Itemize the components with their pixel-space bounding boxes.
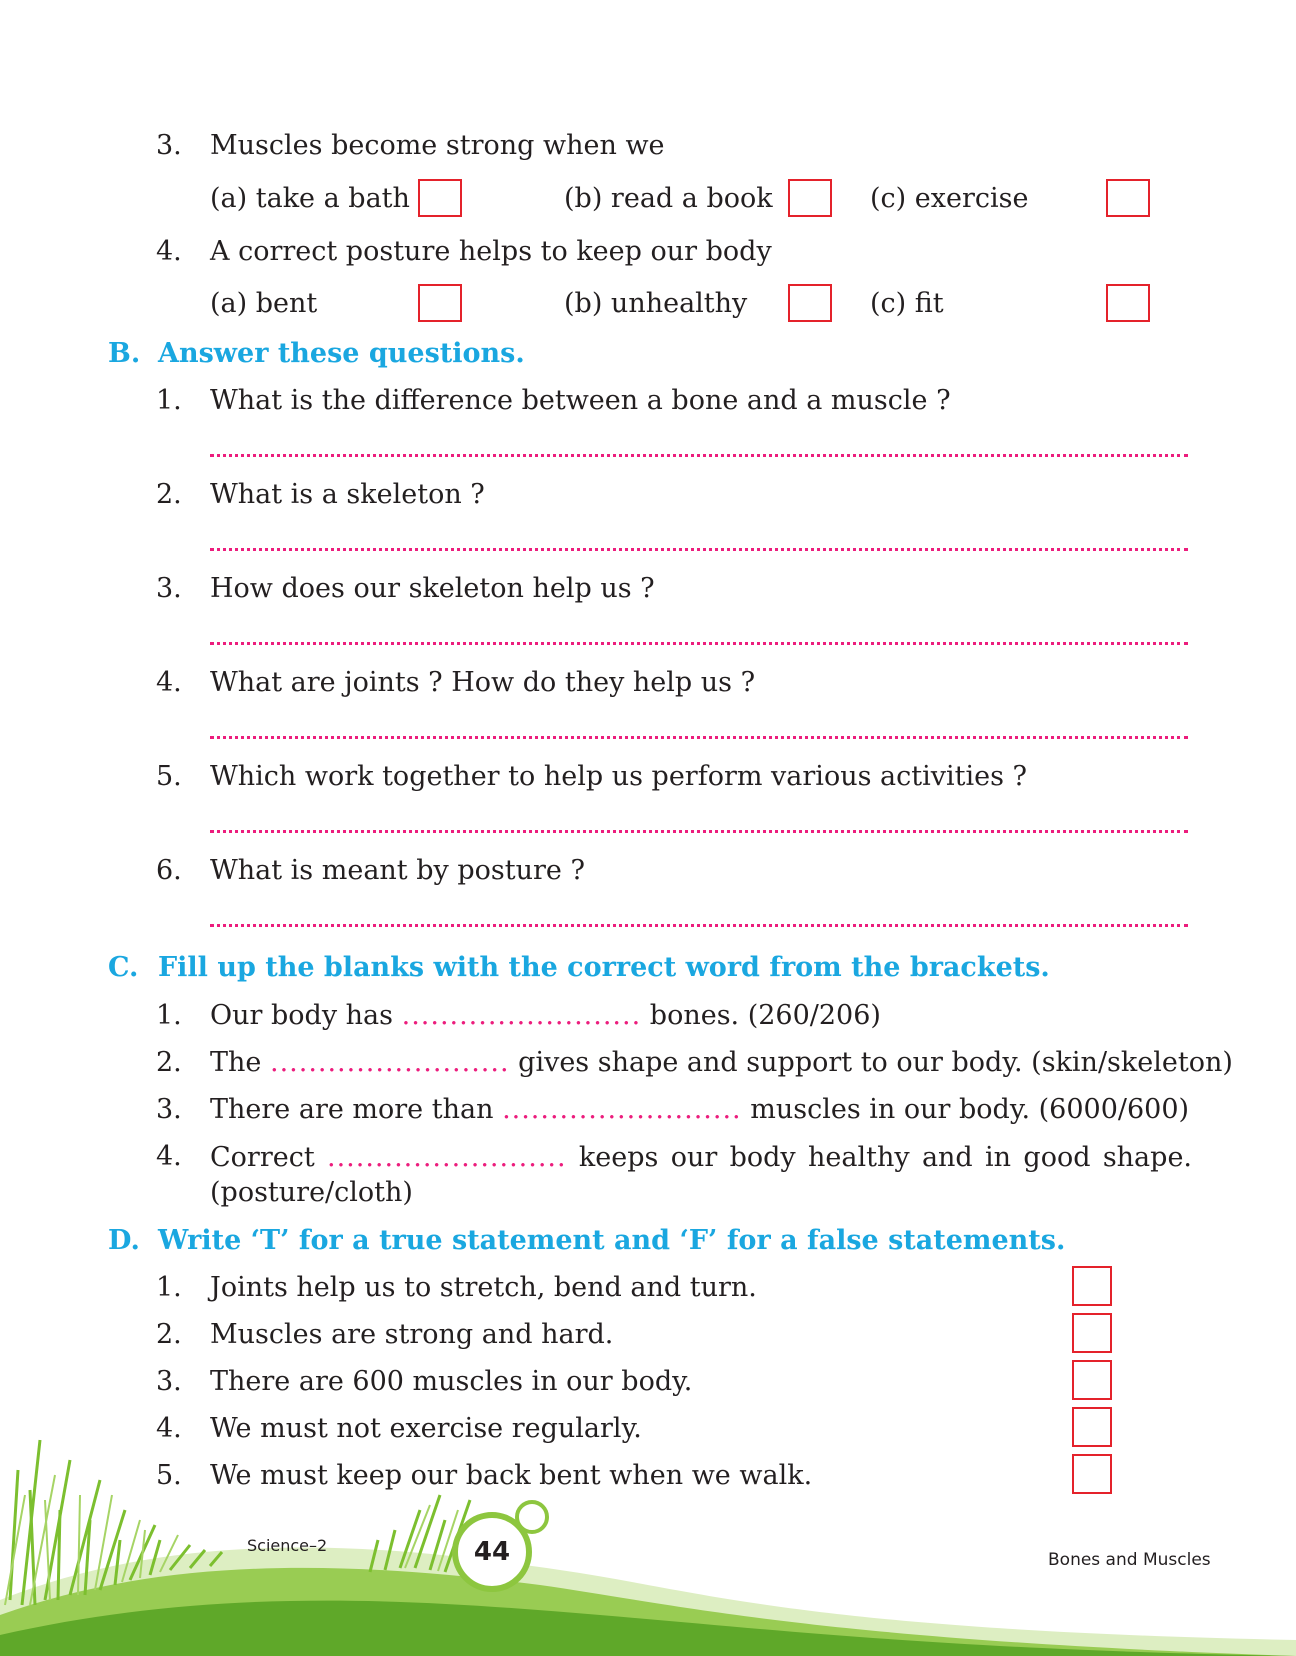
item-number: 1.	[156, 1000, 182, 1031]
fill-blank-item	[210, 1094, 1189, 1126]
fill-blank-item	[210, 1047, 1233, 1079]
answer-checkbox[interactable]	[418, 179, 462, 217]
question-text: What is the difference between a bone and a muscle ?	[210, 385, 951, 416]
statement-text: Joints help us to stretch, bend and turn.	[210, 1272, 757, 1303]
option-b: (b) read a book	[564, 183, 773, 214]
question-number: 6.	[156, 855, 182, 886]
question-text: What is meant by posture ?	[210, 855, 585, 886]
question-text: Muscles become strong when we	[210, 130, 665, 161]
question-number: 4.	[156, 667, 182, 698]
question-text: Which work together to help us perform various activities ?	[210, 761, 1028, 792]
text-after: bones. (260/206)	[649, 1000, 881, 1031]
answer-checkbox[interactable]	[788, 284, 832, 322]
option-c: (c) exercise	[870, 183, 1029, 214]
option-b: (b) unhealthy	[564, 288, 748, 319]
answer-line[interactable]	[210, 924, 1188, 927]
fill-blank-item	[210, 1000, 881, 1032]
statement-number: 4.	[156, 1413, 182, 1444]
question-number: 2.	[156, 479, 182, 510]
option-a: (a) take a bath	[210, 183, 410, 214]
blank-field[interactable]: .........................	[401, 1000, 642, 1031]
text-before: The	[210, 1047, 262, 1078]
question-number: 1.	[156, 385, 182, 416]
question-number: 5.	[156, 761, 182, 792]
page-number	[452, 1512, 532, 1592]
statement-text: We must not exercise regularly.	[210, 1413, 642, 1444]
word: and	[921, 1142, 973, 1173]
statement-text: Muscles are strong and hard.	[210, 1319, 614, 1350]
question-number: 4.	[156, 236, 182, 267]
section-letter: D.	[108, 1225, 140, 1256]
word: our	[670, 1142, 718, 1173]
word: in	[985, 1142, 1012, 1173]
section-title: Fill up the blanks with the correct word from the brackets.	[158, 952, 1050, 983]
fill-blank-item	[210, 1141, 1192, 1175]
answer-line[interactable]	[210, 830, 1188, 833]
text-after: muscles in our body. (6000/600)	[750, 1094, 1190, 1125]
true-false-box[interactable]	[1072, 1266, 1112, 1306]
question-number: 3.	[156, 130, 182, 161]
word: good	[1023, 1142, 1091, 1173]
true-false-box[interactable]	[1072, 1360, 1112, 1400]
answer-checkbox[interactable]	[1106, 284, 1150, 322]
statement-number: 5.	[156, 1460, 182, 1491]
page-number-text: 44	[473, 1537, 511, 1567]
text-after: gives shape and support to our body. (skin/skeleton)	[518, 1047, 1233, 1078]
item-number: 4.	[156, 1141, 182, 1172]
blank-field[interactable]: .........................	[502, 1094, 742, 1125]
option-a: (a) bent	[210, 288, 318, 319]
statement-number: 2.	[156, 1319, 182, 1350]
option-c: (c) fit	[870, 288, 944, 319]
book-title: Science–2	[247, 1536, 328, 1555]
statement-number: 1.	[156, 1272, 182, 1303]
section-letter: B.	[108, 338, 141, 369]
section-title: Write ‘T’ for a true statement and ‘F’ for a false statements.	[158, 1225, 1066, 1256]
question-text: What are joints ? How do they help us ?	[210, 667, 756, 698]
grass-decoration	[0, 1400, 1296, 1656]
text-before: Our body has	[210, 1000, 394, 1031]
item-number: 3.	[156, 1094, 182, 1125]
answer-checkbox[interactable]	[788, 179, 832, 217]
text-before: There are more than	[210, 1094, 494, 1125]
section-letter: C.	[108, 952, 139, 983]
statement-number: 3.	[156, 1366, 182, 1397]
word: healthy	[808, 1142, 910, 1173]
question-number: 3.	[156, 573, 182, 604]
section-title: Answer these questions.	[158, 338, 525, 369]
word: keeps	[578, 1142, 659, 1173]
answer-line[interactable]	[210, 548, 1188, 551]
question-text: A correct posture helps to keep our body	[210, 236, 772, 267]
question-text: How does our skeleton help us ?	[210, 573, 655, 604]
item-number: 2.	[156, 1047, 182, 1078]
answer-checkbox[interactable]	[1106, 179, 1150, 217]
answer-line[interactable]	[210, 454, 1188, 457]
blank-field[interactable]: .........................	[269, 1047, 510, 1078]
answer-line[interactable]	[210, 736, 1188, 739]
answer-line[interactable]	[210, 642, 1188, 645]
word: shape.	[1102, 1142, 1192, 1173]
item-continuation: (posture/cloth)	[210, 1177, 413, 1208]
word: body	[729, 1142, 796, 1173]
statement-text: There are 600 muscles in our body.	[210, 1366, 693, 1397]
word: Correct	[210, 1142, 315, 1173]
true-false-box[interactable]	[1072, 1313, 1112, 1353]
blank-field[interactable]: .........................	[327, 1142, 567, 1173]
question-text: What is a skeleton ?	[210, 479, 485, 510]
chapter-title: Bones and Muscles	[1048, 1550, 1211, 1570]
statement-text: We must keep our back bent when we walk.	[210, 1460, 813, 1491]
answer-checkbox[interactable]	[418, 284, 462, 322]
